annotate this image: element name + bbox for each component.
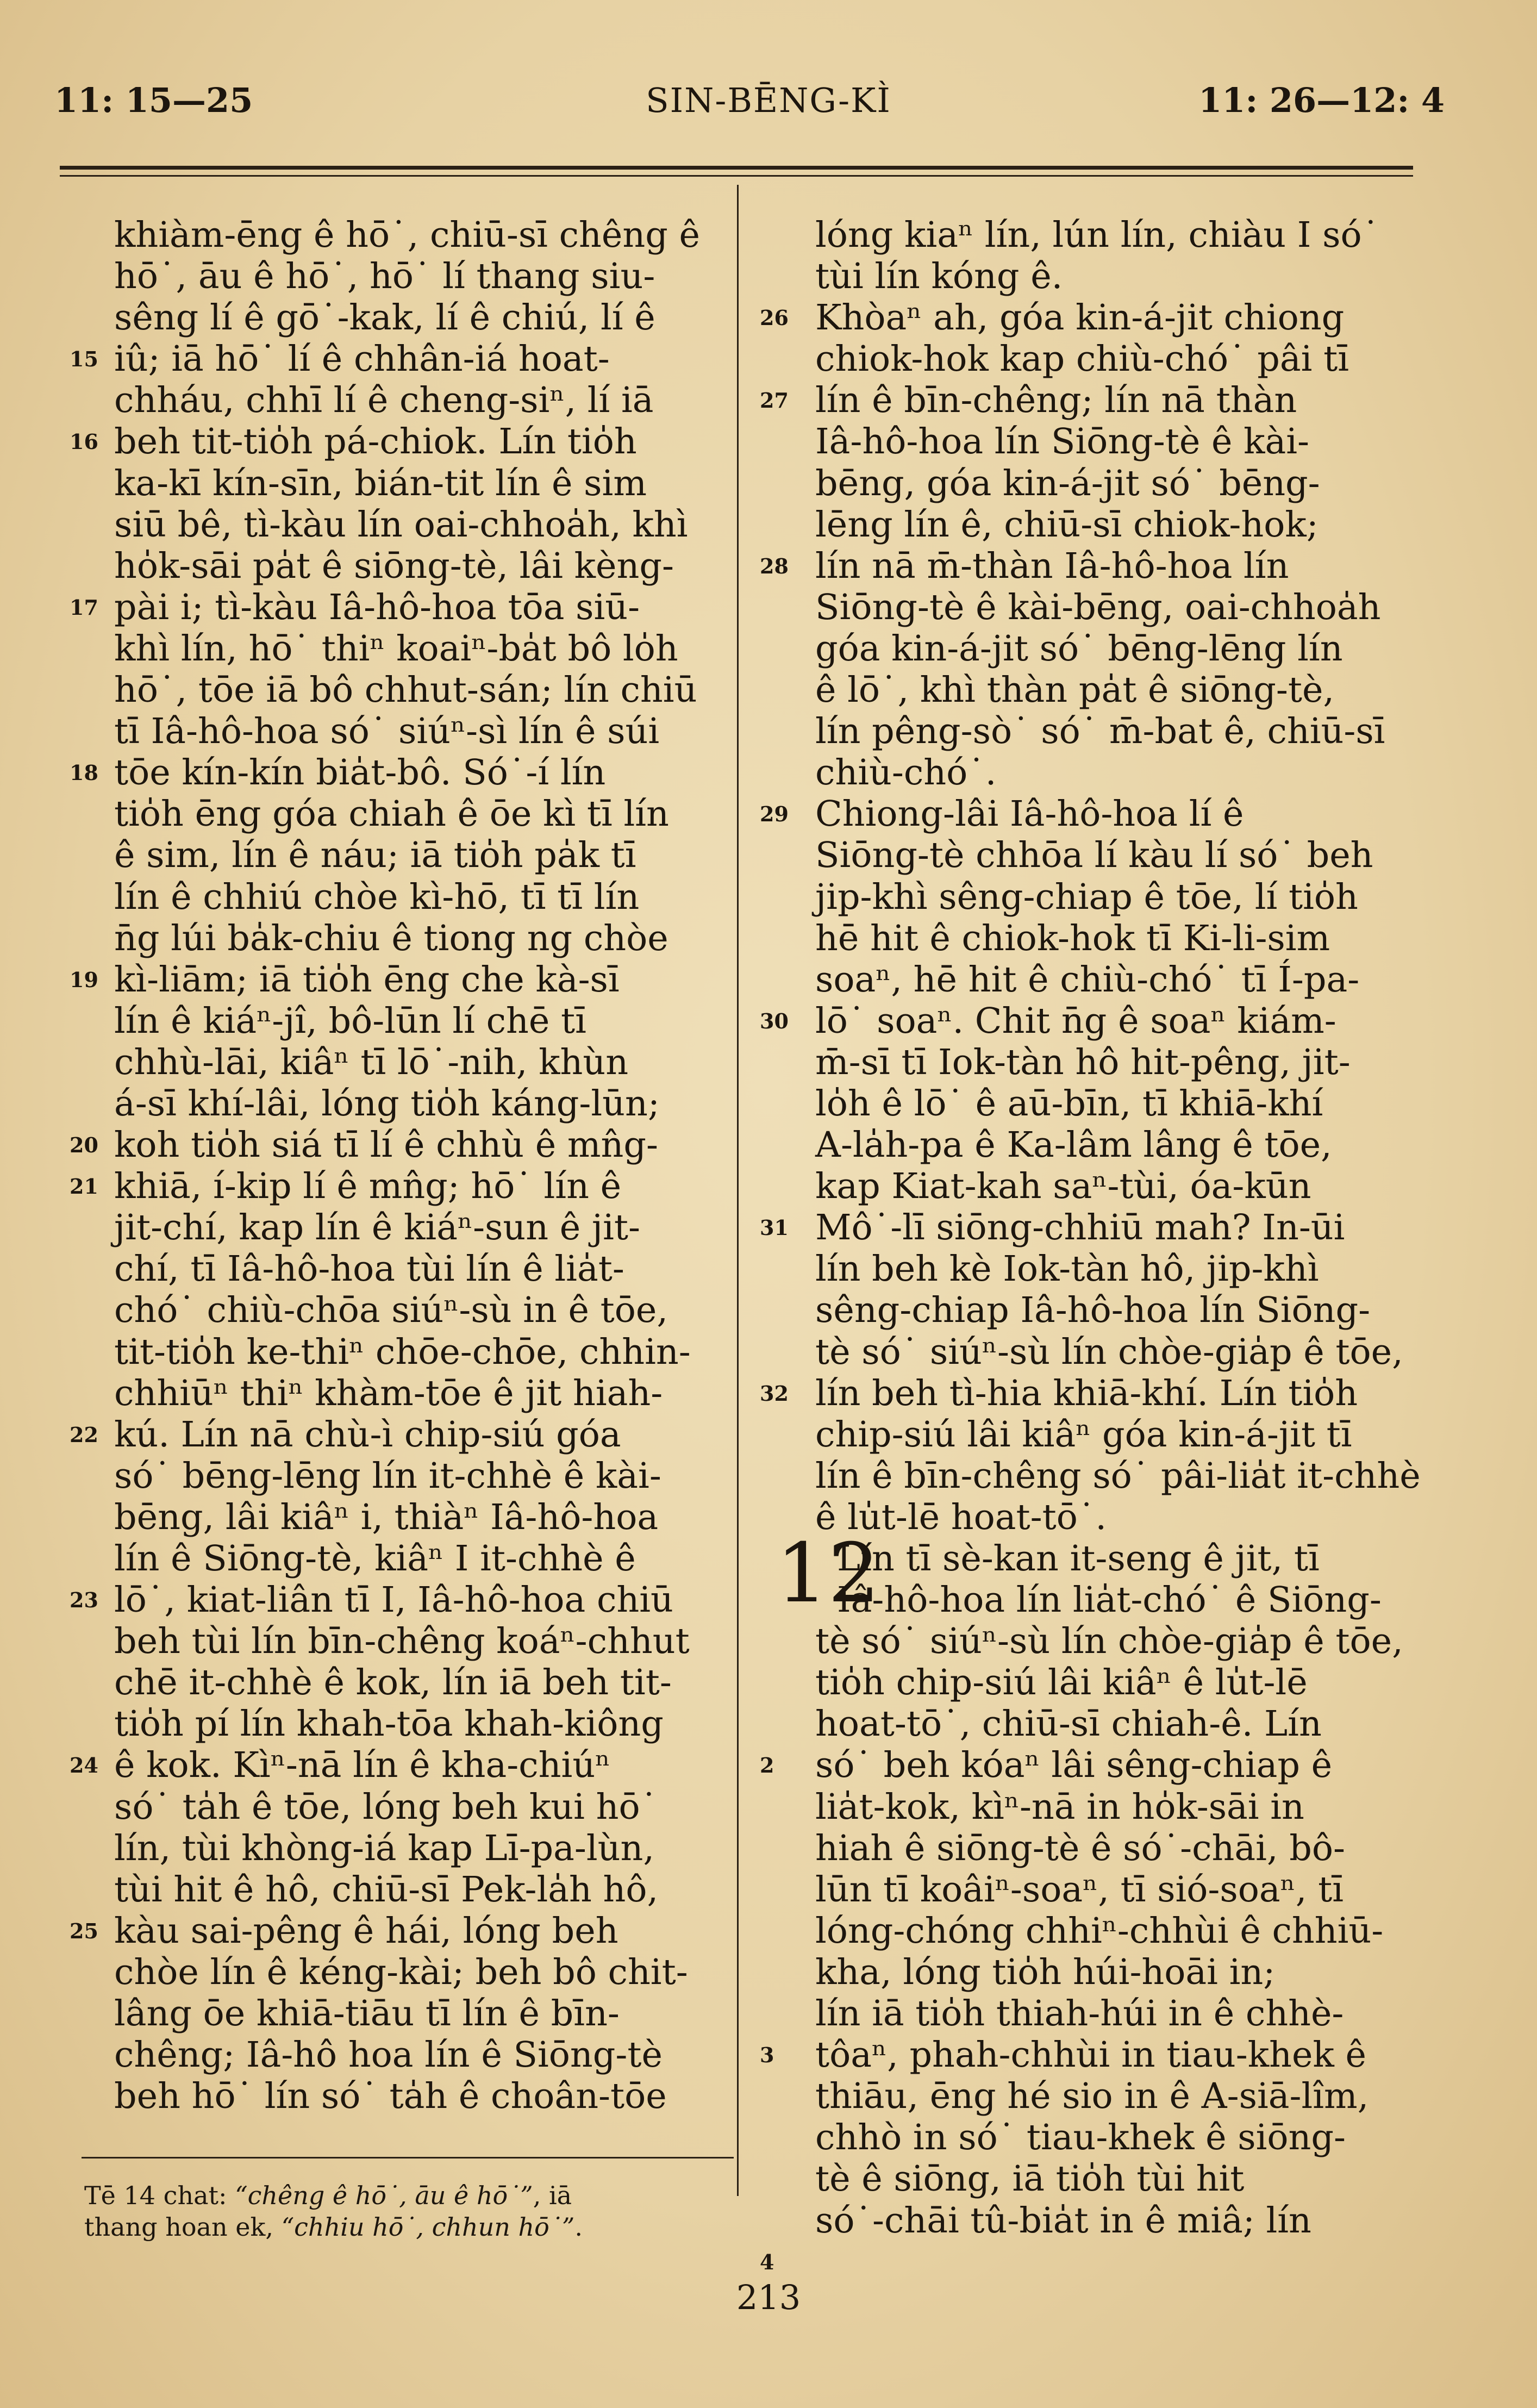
verse-number-slot — [70, 504, 108, 546]
verse-number-slot — [760, 1001, 803, 1042]
text-line: kú. Lín nā chù-ì chip-siú góa — [114, 1414, 621, 1455]
text-line: chí, tī Iâ-hô-hoa tùi lín ê lia̍t- — [114, 1249, 624, 1290]
text-line: tī Iâ-hô-hoa só˙ siúⁿ-sì lín ê súi — [114, 711, 660, 752]
verse-number-slot — [760, 670, 803, 711]
text-line: koh tio̍h siá tī lí ê chhù ê mn̂g- — [114, 1125, 658, 1166]
text-line: lín iā tio̍h thiah-húi in ê chhè- — [815, 1993, 1344, 2035]
footnote-line-1 — [84, 2180, 736, 2211]
text-line: chiù-chó˙. — [815, 752, 997, 794]
verse-number-slot — [760, 2035, 803, 2076]
verse-number-slot — [70, 1828, 108, 1869]
verse-number-slot — [70, 1911, 108, 1952]
verse-number-slot — [760, 2076, 803, 2117]
verse-number-slot — [760, 794, 803, 835]
text-line: lēng lín ê, chiū-sī chiok-hok; — [815, 504, 1319, 545]
text-line: ê sim, lín ê náu; iā tio̍h pa̍k tī — [114, 835, 636, 876]
text-line: lín ê Siōng-tè, kiâⁿ I it-chhè ê — [114, 1538, 636, 1579]
verse-number-slot — [70, 215, 108, 256]
column-divider — [737, 185, 739, 2196]
text-line: góa kin-á-jit só˙ bēng-lēng lín — [815, 628, 1343, 669]
verse-number-slot — [760, 918, 803, 959]
footnote-line-2 — [84, 2211, 736, 2243]
verse-number-slot — [70, 1249, 108, 1290]
text-line: ê kok. Kìⁿ-nā lín ê kha-chiúⁿ — [114, 1745, 611, 1786]
verse-number: 16 — [70, 429, 98, 454]
text-line: bēng, lâi kiâⁿ i, thiàⁿ Iâ-hô-hoa — [114, 1496, 659, 1538]
verse-number-slot — [70, 628, 108, 670]
verse-number: 27 — [760, 388, 789, 413]
text-line: tōe kín-kín bia̍t-bô. Só˙-í lín — [114, 752, 606, 794]
text-line: siū bê, tì-kàu lín oai-chhoa̍h, khì — [114, 504, 688, 545]
verse-number-slot — [70, 1456, 108, 1497]
text-line: iû; iā hō˙ lí ê chhân-iá hoat- — [114, 339, 610, 380]
verse-number-slot — [760, 1456, 803, 1497]
verse-number-slot — [70, 1125, 108, 1166]
text-line: só˙ ta̍h ê tōe, lóng beh kui hō˙ — [114, 1786, 658, 1827]
verse-number-slot — [70, 1538, 108, 1580]
text-line: tio̍h pí lín khah-tōa khah-kiông — [114, 1704, 664, 1745]
verse-number-slot — [760, 1787, 803, 1828]
text-line: jit-chí, kap lín ê kiáⁿ-sun ê jit- — [114, 1207, 640, 1249]
text-line: só˙ bēng-lēng lín it-chhè ê kài- — [114, 1455, 661, 1496]
verse-number-slot — [760, 1828, 803, 1869]
verse-number: 2 — [760, 1753, 774, 1778]
text-line: lín beh tì-hia khiā-khí. Lín tio̍h — [815, 1373, 1358, 1414]
verse-number: 31 — [760, 1215, 789, 1240]
verse-number-slot — [70, 256, 108, 297]
text-line: tùi lín kóng ê. — [815, 256, 1063, 297]
page-number: 213 — [736, 2278, 801, 2317]
text-line: lín ê bīn-chêng; lín nā thàn — [815, 380, 1297, 421]
verse-number: 19 — [70, 967, 98, 992]
verse-number-slot — [70, 1580, 108, 1621]
verse-number-slot — [70, 380, 108, 421]
verse-number-slot — [760, 1952, 803, 1993]
text-line: hiah ê siōng-tè ê só˙-chāi, bô- — [815, 1827, 1345, 1869]
verse-number-slot — [760, 1249, 803, 1290]
text-line: jip-khì sêng-chiap ê tōe, lí tio̍h — [815, 876, 1358, 918]
text-line: lín ê bīn-chêng só˙ pâi-lia̍t it-chhè — [815, 1455, 1421, 1496]
verse-number-slot — [760, 711, 803, 752]
text-line: tè ê siōng, iā tio̍h tùi hit — [815, 2159, 1245, 2200]
text-line: Iâ-hô-hoa lín Siōng-tè ê kài- — [815, 421, 1310, 463]
verse-number: 23 — [70, 1588, 98, 1613]
text-line: m̄-sī tī Iok-tàn hô hit-pêng, jit- — [815, 1041, 1351, 1083]
verse-number-slot — [760, 1290, 803, 1331]
verse-number-slot — [70, 1207, 108, 1249]
text-line: á-sī khí-lâi, lóng tio̍h káng-lūn; — [114, 1083, 660, 1124]
verse-number: 21 — [70, 1174, 98, 1199]
verse-number-slot — [70, 794, 108, 835]
text-line: Siōng-tè chhōa lí kàu lí só˙ beh — [815, 835, 1373, 876]
verse-number-slot — [760, 2242, 803, 2283]
text-line: chiok-hok kap chiù-chó˙ pâi tī — [815, 339, 1349, 380]
left-verse-numbers — [70, 215, 108, 2117]
verse-number-slot — [760, 835, 803, 876]
text-line: chhiūⁿ thiⁿ khàm-tōe ê jit hiah- — [114, 1373, 663, 1414]
verse-number-slot — [70, 670, 108, 711]
text-line: hō˙, tōe iā bô chhut-sán; lín chiū — [114, 670, 697, 711]
text-line: tè só˙ siúⁿ-sù lín chòe-gia̍p ê tōe, — [815, 1331, 1403, 1373]
verse-number: 15 — [70, 347, 98, 372]
text-line: chhù-lāi, kiâⁿ tī lō˙-nih, khùn — [114, 1041, 629, 1083]
right-text-column — [815, 215, 1429, 2242]
text-line: só˙-chāi tû-bia̍t in ê miâ; lín — [815, 2200, 1311, 2241]
text-line: hō˙, āu ê hō˙, hō˙ lí thang siu- — [114, 256, 655, 297]
footnote-prefix: Tē 14 chat: — [84, 2181, 235, 2210]
verse-number-slot — [70, 1290, 108, 1331]
text-line: Mô˙-lī siōng-chhiū mah? In-ūi — [815, 1207, 1345, 1249]
text-line: thiāu, ēng hé sio in ê A-siā-lîm, — [815, 2076, 1369, 2117]
text-line: lín ê kiáⁿ-jî, bô-lūn lí chē tī — [114, 1000, 586, 1041]
text-line: lâng ōe khiā-tiāu tī lín ê bīn- — [114, 1993, 620, 2035]
verse-number-slot — [70, 1166, 108, 1207]
footnote-quote-1: “chêng ê hō˙, āu ê hō˙” — [235, 2181, 533, 2210]
verse-number-slot — [70, 1001, 108, 1042]
verse-number-slot — [760, 1869, 803, 1911]
verse-number-slot — [760, 1373, 803, 1414]
text-line: Lín tī sè-kan it-seng ê jit, tī — [837, 1538, 1320, 1579]
verse-number-slot — [760, 587, 803, 628]
text-line: khiā, í-kip lí ê mn̂g; hō˙ lín ê — [114, 1166, 622, 1207]
verse-number-slot — [70, 463, 108, 504]
text-line: beh tùi lín bīn-chêng koáⁿ-chhut — [114, 1621, 690, 1662]
text-line: tio̍h ēng góa chiah ê ōe kì tī lín — [114, 794, 669, 835]
text-line: lín nā m̄-thàn Iâ-hô-hoa lín — [815, 545, 1289, 587]
verse-number-slot — [70, 1414, 108, 1456]
text-line: chó˙ chiù-chōa siúⁿ-sù in ê tōe, — [114, 1290, 668, 1331]
header-rule-thin — [60, 175, 1413, 177]
verse-number-slot — [760, 1125, 803, 1166]
text-line: sêng lí ê gō˙-kak, lí ê chiú, lí ê — [114, 297, 655, 339]
footnote-rule — [82, 2157, 734, 2159]
verse-number-slot — [760, 546, 803, 587]
chapter-number: 12 — [776, 1526, 880, 1621]
verse-number-slot — [760, 463, 803, 504]
text-line: ê lu̍t-lē hoat-tō˙. — [815, 1496, 1107, 1538]
verse-number-slot — [70, 2035, 108, 2076]
verse-number-slot — [70, 339, 108, 380]
footnote — [84, 2180, 736, 2243]
text-line: lín, tùi khòng-iá kap Lī-pa-lùn, — [114, 1827, 655, 1869]
verse-number-slot — [760, 1083, 803, 1125]
text-line: kap Kiat-kah saⁿ-tùi, óa-kūn — [815, 1166, 1311, 1207]
text-line: lūn tī koâiⁿ-soaⁿ, tī sió-soaⁿ, tī — [815, 1869, 1344, 1910]
verse-number-slot — [760, 2159, 803, 2200]
left-text-column — [114, 215, 734, 2117]
header-left-reference: 11: 15—25 — [54, 80, 253, 120]
verse-number-slot — [760, 2200, 803, 2242]
verse-number-slot — [70, 1869, 108, 1911]
verse-number-slot — [760, 959, 803, 1001]
verse-number-slot — [760, 1662, 803, 1704]
text-line: A-la̍h-pa ê Ka-lâm lâng ê tōe, — [815, 1125, 1332, 1166]
text-line: ê lō˙, khì thàn pa̍t ê siōng-tè, — [815, 670, 1335, 711]
text-line: lóng kiaⁿ lín, lún lín, chiàu I só˙ — [815, 215, 1380, 255]
verse-number-slot — [760, 339, 803, 380]
verse-number-slot — [70, 587, 108, 628]
text-line: tôaⁿ, phah-chhùi in tiau-khek ê — [815, 2035, 1366, 2076]
footnote-quote-2: “chhiu hō˙, chhun hō˙” — [281, 2212, 575, 2242]
right-verse-numbers — [760, 215, 803, 2283]
verse-number-slot — [760, 1166, 803, 1207]
footnote-suffix-1: , iā — [533, 2181, 572, 2210]
verse-number-slot — [760, 1621, 803, 1662]
text-line: lō˙ soaⁿ. Chit n̄g ê soaⁿ kiám- — [815, 1000, 1336, 1041]
verse-number: 24 — [70, 1753, 98, 1778]
text-line: Siōng-tè ê kài-bēng, oai-chhoa̍h — [815, 587, 1381, 628]
text-line: chē it-chhè ê kok, lín iā beh tit- — [114, 1662, 672, 1704]
verse-number-slot — [70, 546, 108, 587]
text-line: n̄g lúi ba̍k-chiu ê tiong ng chòe — [114, 918, 668, 959]
verse-number-slot — [760, 1207, 803, 1249]
text-line: khì lín, hō˙ thiⁿ koaiⁿ-ba̍t bô lo̍h — [114, 628, 678, 669]
text-line: sêng-chiap Iâ-hô-hoa lín Siōng- — [815, 1290, 1371, 1331]
text-line: khiàm-ēng ê hō˙, chiū-sī chêng ê — [114, 215, 700, 255]
footnote-suffix-2: . — [574, 2212, 583, 2242]
verse-number-slot — [760, 215, 803, 256]
verse-number-slot — [70, 918, 108, 959]
text-line: lín beh kè Iok-tàn hô, jip-khì — [815, 1249, 1319, 1290]
verse-number-slot — [760, 1042, 803, 1083]
verse-number: 28 — [760, 553, 789, 578]
verse-number-slot — [760, 752, 803, 794]
verse-number-slot — [70, 421, 108, 463]
text-line: tit-tio̍h ke-thiⁿ chōe-chōe, chhin- — [114, 1331, 691, 1373]
verse-number-slot — [70, 1704, 108, 1745]
verse-number-slot — [70, 1497, 108, 1538]
text-line: pài i; tì-kàu Iâ-hô-hoa tōa siū- — [114, 587, 640, 628]
verse-number-slot — [70, 835, 108, 876]
verse-number-slot — [70, 2076, 108, 2117]
header-book-title: SIN-BĒNG-KÌ — [646, 80, 891, 120]
text-line: chháu, chhī lí ê cheng-siⁿ, lí iā — [114, 380, 654, 421]
verse-number-slot — [70, 1332, 108, 1373]
text-line: chêng; Iâ-hô hoa lín ê Siōng-tè — [114, 2035, 663, 2076]
verse-number-slot — [760, 877, 803, 918]
verse-number-slot — [70, 752, 108, 794]
verse-number: 22 — [70, 1422, 98, 1447]
text-line: kàu sai-pêng ê hái, lóng beh — [114, 1910, 618, 1951]
verse-number-slot — [70, 1083, 108, 1125]
text-line: lín ê chhiú chòe kì-hō, tī tī lín — [114, 876, 640, 918]
text-line: soaⁿ, hē hit ê chiù-chó˙ tī Í-pa- — [815, 959, 1360, 1000]
verse-number: 30 — [760, 1008, 789, 1033]
verse-number-slot — [70, 877, 108, 918]
verse-number: 32 — [760, 1381, 789, 1406]
verse-number-slot — [760, 504, 803, 546]
text-line: ho̍k-sāi pa̍t ê siōng-tè, lâi kèng- — [114, 545, 674, 587]
verse-number: 4 — [760, 2249, 774, 2274]
text-line: kì-liām; iā tio̍h ēng che kà-sī — [114, 959, 620, 1000]
verse-number: 29 — [760, 802, 789, 827]
verse-number-slot — [70, 711, 108, 752]
verse-number-slot — [760, 1911, 803, 1952]
verse-number: 25 — [70, 1918, 98, 1943]
header-right-reference: 11: 26—12: 4 — [1198, 80, 1445, 120]
verse-number-slot — [760, 297, 803, 339]
text-line: hē hit ê chiok-hok tī Ki-li-sim — [815, 918, 1330, 959]
page-header — [0, 80, 1537, 129]
text-line: beh tit-tio̍h pá-chiok. Lín tio̍h — [114, 421, 637, 463]
verse-number-slot — [70, 1952, 108, 1993]
verse-number-slot — [70, 1787, 108, 1828]
text-line: tè só˙ siúⁿ-sù lín chòe-gia̍p ê tōe, — [815, 1621, 1403, 1662]
verse-number-slot — [760, 1745, 803, 1786]
text-line: lóng-chóng chhiⁿ-chhùi ê chhiū- — [815, 1910, 1384, 1951]
verse-number-slot — [70, 297, 108, 339]
verse-number-slot — [760, 1704, 803, 1745]
text-line: lín pêng-sò˙ só˙ m̄-bat ê, chiū-sī — [815, 711, 1385, 752]
verse-number-slot — [70, 1042, 108, 1083]
text-line: tio̍h chip-siú lâi kiâⁿ ê lu̍t-lē — [815, 1662, 1308, 1704]
verse-number: 17 — [70, 595, 98, 620]
verse-number-slot — [760, 628, 803, 670]
verse-number-slot — [70, 1373, 108, 1414]
verse-number-slot — [760, 421, 803, 463]
header-rule-thick — [60, 166, 1413, 170]
verse-number-slot — [70, 1993, 108, 2035]
verse-number: 26 — [760, 305, 789, 330]
verse-number: 18 — [70, 760, 98, 785]
verse-number-slot — [760, 2117, 803, 2159]
text-line: ka-kī kín-sīn, bián-tit lín ê sim — [114, 463, 647, 504]
text-line: hoat-tō˙, chiū-sī chiah-ê. Lín — [815, 1704, 1322, 1745]
text-line: chòe lín ê kéng-kài; beh bô chit- — [114, 1951, 688, 1993]
text-line: Iâ-hô-hoa lín lia̍t-chó˙ ê Siōng- — [837, 1580, 1382, 1621]
text-line: lia̍t-kok, kìⁿ-nā in ho̍k-sāi in — [815, 1786, 1304, 1827]
footnote-prefix-2: thang hoan ek, — [84, 2212, 282, 2242]
verse-number-slot — [760, 256, 803, 297]
text-line: bēng, góa kin-á-jit só˙ bēng- — [815, 463, 1320, 504]
verse-number-slot — [70, 1745, 108, 1786]
verse-number: 20 — [70, 1133, 98, 1158]
text-line: beh hō˙ lín só˙ ta̍h ê choân-tōe — [114, 2076, 667, 2117]
verse-number-slot — [760, 1414, 803, 1456]
text-line: lō˙, kiat-liân tī I, Iâ-hô-hoa chiū — [114, 1580, 673, 1621]
text-line: Khòaⁿ ah, góa kin-á-jit chiong — [815, 297, 1345, 339]
verse-number-slot — [70, 1621, 108, 1662]
verse-number-slot — [760, 380, 803, 421]
verse-number-slot — [70, 1662, 108, 1704]
text-line: chip-siú lâi kiâⁿ góa kin-á-jit tī — [815, 1414, 1352, 1455]
verse-number-slot — [760, 1993, 803, 2035]
text-line: tùi hit ê hô, chiū-sī Pek-la̍h hô, — [114, 1869, 659, 1910]
verse-number-slot — [70, 959, 108, 1001]
text-line: lo̍h ê lō˙ ê aū-bīn, tī khiā-khí — [815, 1083, 1323, 1124]
text-line: só˙ beh kóaⁿ lâi sêng-chiap ê — [815, 1745, 1333, 1786]
verse-number: 3 — [760, 2043, 774, 2068]
verse-number-slot — [760, 1332, 803, 1373]
text-line: Chiong-lâi Iâ-hô-hoa lí ê — [815, 794, 1244, 835]
text-line: chhò in só˙ tiau-khek ê siōng- — [815, 2117, 1346, 2159]
text-line: kha, lóng tio̍h húi-hoāi in; — [815, 1951, 1276, 1993]
